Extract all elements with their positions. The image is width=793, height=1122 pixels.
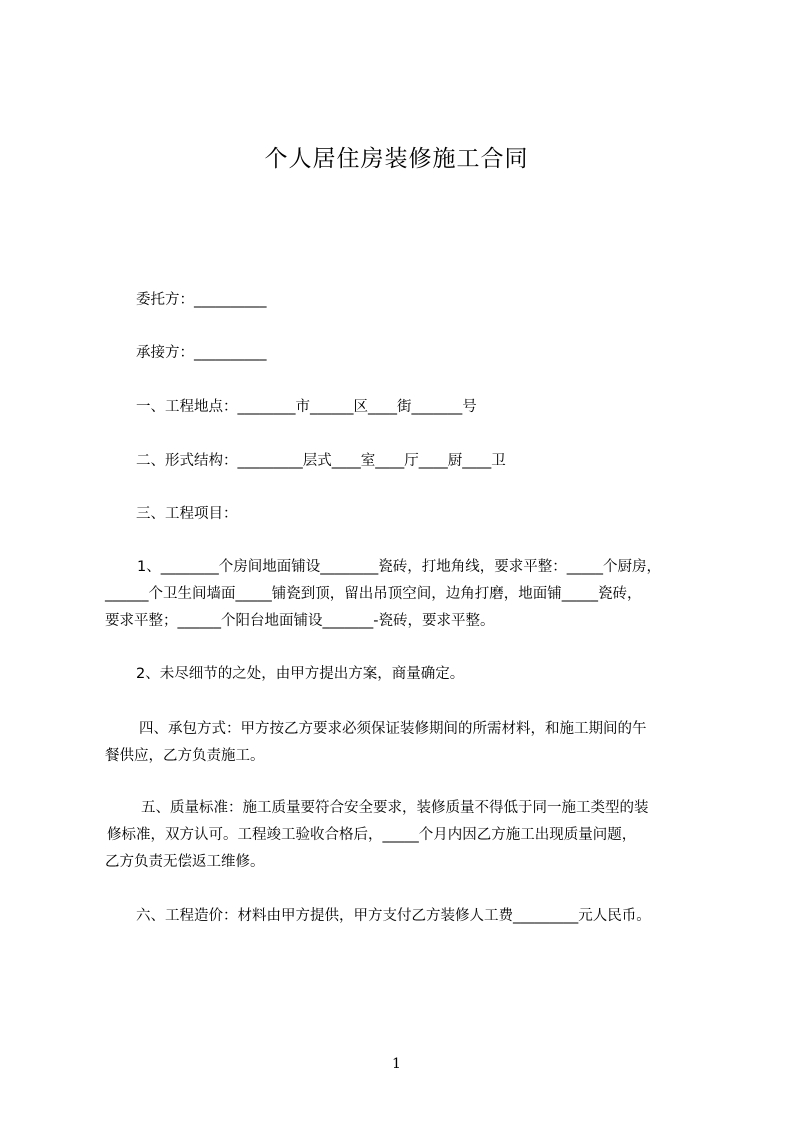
section-5-paragraph bbox=[105, 795, 705, 876]
section-3-heading: 三、工程项目： bbox=[136, 506, 238, 522]
section-4-line-1: 四、承包方式：甲方按乙方要求必须保证装修期间的所需材料，和施工期间的午 bbox=[139, 721, 647, 737]
contractor-line: 承接方：__________ bbox=[136, 345, 267, 361]
section-5-line-2: 修标准，双方认可。工程竣工验收合格后，_____个月内因乙方施工出现质量问题， bbox=[107, 827, 637, 843]
section-4-paragraph bbox=[105, 716, 705, 770]
section-1-location: 一、工程地点：________市______区____街_______号 bbox=[136, 399, 477, 415]
section-4-line-2: 餐供应，乙方负责施工。 bbox=[105, 748, 265, 764]
section-2-structure: 二、形式结构：_________层式____室____厅____厨____卫 bbox=[136, 453, 506, 469]
item-1-paragraph bbox=[105, 554, 705, 635]
client-line: 委托方：__________ bbox=[136, 292, 267, 308]
section-6-price: 六、工程造价：材料由甲方提供，甲方支付乙方装修人工费_________元人民币。 bbox=[136, 908, 651, 924]
item-1-line-1: 1、________个房间地面铺设________瓷砖，打地角线，要求平整：_____个厨房， bbox=[137, 559, 661, 575]
page-number: 1 bbox=[392, 1056, 401, 1072]
item-1-line-2: ______个卫生间墙面_____铺瓷到顶，留出吊顶空间，边角打磨，地面铺_____瓷砖， bbox=[105, 586, 642, 602]
section-5-line-3: 乙方负责无偿返工维修。 bbox=[105, 854, 265, 870]
section-5-line-1: 五、质量标准：施工质量要符合安全要求，装修质量不得低于同一施工类型的装 bbox=[141, 800, 649, 816]
item-2-line: 2、未尽细节的之处，由甲方提出方案，商量确定。 bbox=[136, 666, 465, 682]
item-1-line-3: 要求平整；______个阳台地面铺设_______-瓷砖，要求平整。 bbox=[105, 613, 495, 629]
document-title: 个人居住房装修施工合同 bbox=[264, 146, 529, 172]
